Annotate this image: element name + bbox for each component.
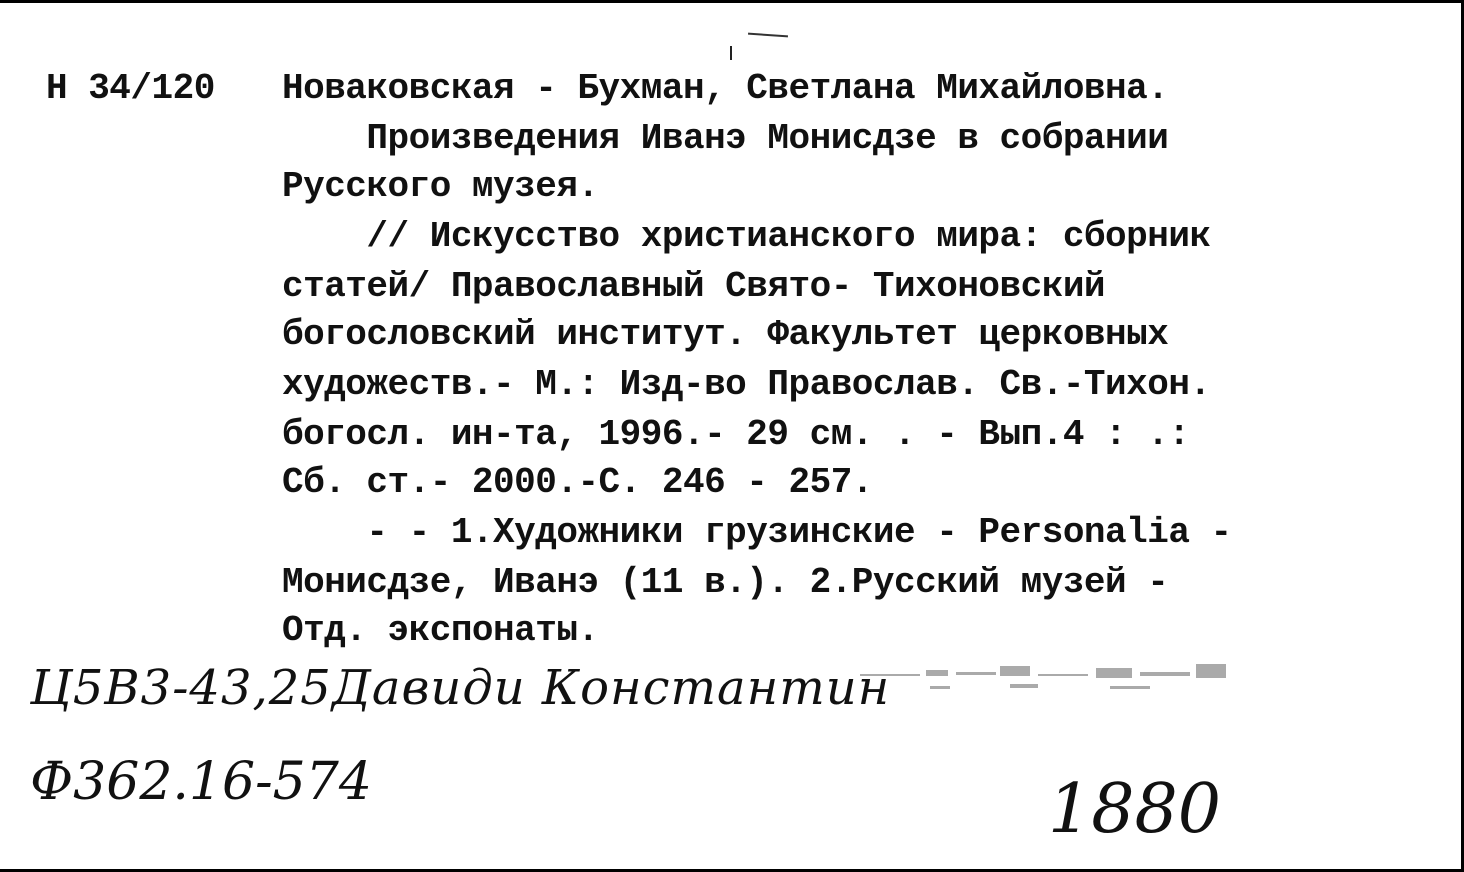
- source-line-3: богословский институт. Факультет церковных: [282, 314, 1169, 355]
- title-line-1: Произведения Иванэ Монисдзе в собрании: [282, 118, 1169, 159]
- card-top-edge: [0, 0, 1464, 3]
- author-line: Новаковская - Бухман, Светлана Михайловна.: [282, 68, 1169, 109]
- stray-mark: [730, 46, 732, 60]
- source-line-1: // Искусство христианского мира: сборник: [282, 216, 1211, 257]
- shelfmark: Н 34/120: [46, 68, 215, 109]
- source-line-4: художеств.- М.: Изд-во Православ. Св.-Тихон.: [282, 364, 1211, 405]
- source-line-5: богосл. ин-та, 1996.- 29 см. . - Вып.4 : .:: [282, 414, 1190, 455]
- faded-text-smudge: [860, 660, 1240, 710]
- handwritten-fund-number: Ф362.16-574: [30, 752, 372, 812]
- handwritten-card-number: 1880: [1048, 770, 1222, 849]
- stray-dash: [748, 33, 788, 38]
- subject-line-3: Отд. экспонаты.: [282, 610, 599, 651]
- subject-line-1: - - 1.Художники грузинские - Personalia -: [282, 512, 1232, 553]
- title-line-2: Русского музея.: [282, 166, 599, 207]
- subject-line-2: Монисдзе, Иванэ (11 в.). 2.Русский музей -: [282, 562, 1169, 603]
- source-line-6: Сб. ст.- 2000.-С. 246 - 257.: [282, 462, 873, 503]
- source-line-2: статей/ Православный Свято- Тихоновский: [282, 266, 1106, 307]
- handwritten-classification: Ц5В3-43,25Давиди Константин: [30, 660, 891, 716]
